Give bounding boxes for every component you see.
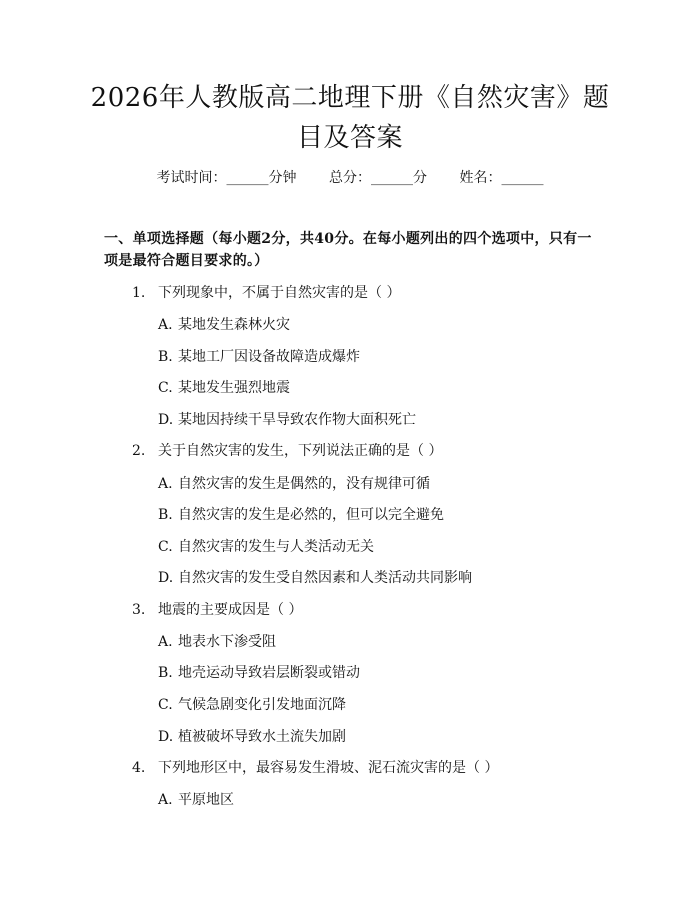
option-2c [158, 537, 374, 557]
option-1d [158, 410, 416, 430]
question-4 [132, 758, 498, 778]
option-3d [158, 727, 346, 747]
student-name-field: 姓名：______ [459, 170, 544, 186]
option-3b [158, 663, 360, 683]
question-number: 2. [132, 443, 146, 459]
question-text: 关于自然灾害的发生，下列说法正确的是（ ） [158, 443, 443, 459]
option-text: 植被破坏导致水土流失加剧 [178, 729, 346, 745]
total-score-field: 总分：______分 [329, 170, 427, 186]
option-text: 地壳运动导致岩层断裂或错动 [178, 665, 360, 681]
option-text: 自然灾害的发生是必然的，但可以完全避免 [178, 507, 444, 523]
option-3c [158, 695, 346, 715]
option-text: 地表水下渗受阻 [178, 634, 276, 650]
option-text: 某地因持续干旱导致农作物大面积死亡 [178, 412, 416, 428]
option-letter: A. [158, 634, 173, 650]
question-text: 地震的主要成因是（ ） [158, 602, 303, 618]
option-letter: A. [158, 476, 173, 492]
question-2 [132, 441, 442, 461]
option-1c [158, 378, 290, 398]
option-3a [158, 632, 276, 652]
question-number: 1. [132, 285, 146, 301]
question-text: 下列现象中，不属于自然灾害的是（ ） [158, 285, 401, 301]
option-letter: B. [158, 507, 173, 523]
option-letter: C. [158, 539, 173, 555]
option-text: 自然灾害的发生与人类活动无关 [178, 539, 374, 555]
option-2d [158, 568, 472, 588]
question-number: 3. [132, 602, 146, 618]
option-text: 某地发生强烈地震 [178, 380, 290, 396]
option-2a [158, 474, 430, 494]
option-4a [158, 790, 234, 810]
option-text: 平原地区 [178, 792, 234, 808]
question-number: 4. [132, 760, 146, 776]
option-letter: C. [158, 380, 173, 396]
option-text: 某地发生森林火灾 [178, 317, 290, 333]
exam-time-field: 考试时间：______分钟 [156, 170, 297, 186]
question-text: 下列地形区中，最容易发生滑坡、泥石流灾害的是（ ） [158, 760, 499, 776]
option-1a [158, 315, 290, 335]
option-letter: D. [158, 729, 174, 745]
option-text: 气候急剧变化引发地面沉降 [178, 697, 346, 713]
question-3 [132, 600, 302, 620]
option-letter: A. [158, 317, 173, 333]
option-1b [158, 347, 360, 367]
page-title: 2026年人教版高二地理下册《自然灾害》题目及答案 [90, 83, 610, 153]
option-letter: D. [158, 412, 174, 428]
option-letter: D. [158, 570, 174, 586]
option-letter: C. [158, 697, 173, 713]
question-1 [132, 283, 400, 303]
option-text: 自然灾害的发生受自然因素和人类活动共同影响 [178, 570, 472, 586]
option-letter: B. [158, 665, 173, 681]
option-letter: B. [158, 349, 173, 365]
option-letter: A. [158, 792, 173, 808]
option-text: 自然灾害的发生是偶然的，没有规律可循 [178, 476, 430, 492]
option-2b [158, 505, 444, 525]
exam-info-line [0, 168, 700, 188]
option-text: 某地工厂因设备故障造成爆炸 [178, 349, 360, 365]
section-heading: 一、单项选择题（每小题2分，共40分。在每小题列出的四个选项中，只有一项是最符合题目要求的。） [104, 231, 592, 269]
